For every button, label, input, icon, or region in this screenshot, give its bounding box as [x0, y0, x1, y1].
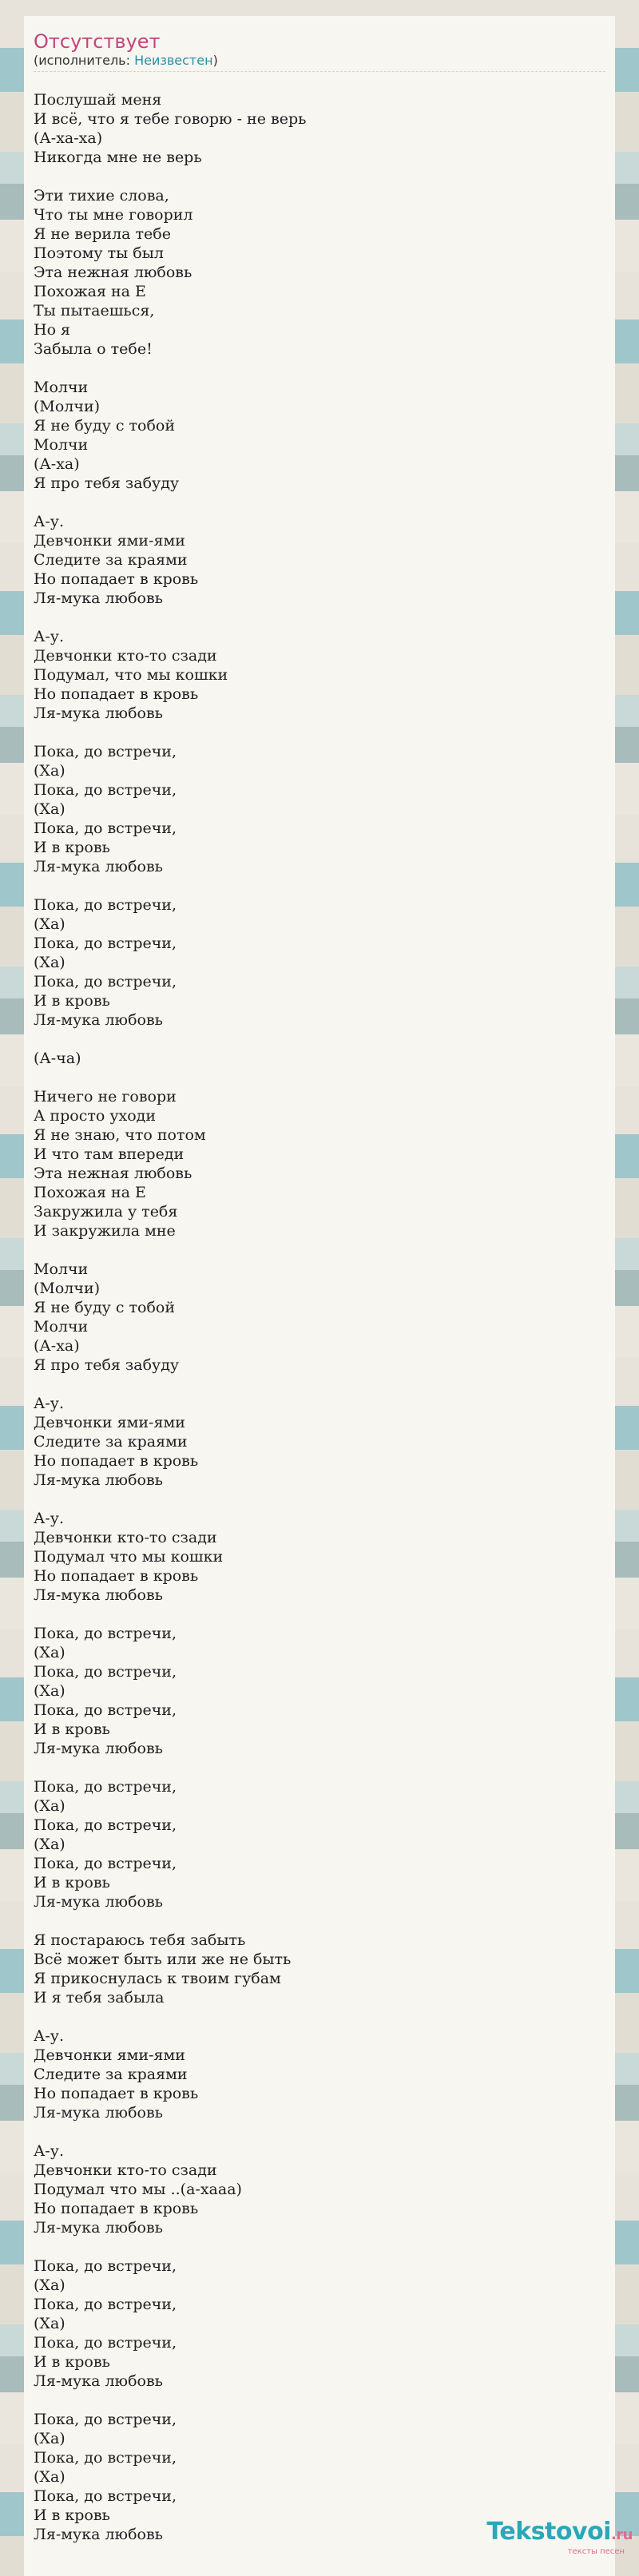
- lyric-line: Молчи: [34, 436, 89, 454]
- lyric-blank-line: [34, 1490, 593, 1509]
- lyric-line: Эта нежная любовь: [34, 264, 192, 281]
- lyric-line: Пока, до встречи,: [34, 1625, 177, 1642]
- lyric-line: (А-ча): [34, 1050, 81, 1067]
- lyric-line: Молчи: [34, 379, 89, 396]
- lyric-line: Ничего не говори: [34, 1088, 177, 1105]
- performer-prefix: (исполнитель:: [34, 53, 135, 68]
- lyric-blank-line: [34, 1030, 593, 1049]
- lyric-line: Девчонки кто-то сзади: [34, 2161, 217, 2179]
- lyric-line: Ля-мука любовь: [34, 1586, 163, 1604]
- lyric-blank-line: [34, 493, 593, 512]
- lyric-line: Подумал, что мы кошки: [34, 666, 228, 684]
- logo-wordmark: [486, 2518, 633, 2549]
- lyric-line: Пока, до встречи,: [34, 2449, 177, 2467]
- lyric-line: Пока, до встречи,: [34, 781, 177, 799]
- logo-name: Tekstovoi: [486, 2518, 611, 2546]
- lyric-line: Поэтому ты был: [34, 244, 164, 262]
- lyric-blank-line: [34, 1758, 593, 1777]
- lyric-line: Ля-мука любовь: [34, 705, 163, 722]
- lyric-blank-line: [34, 1068, 593, 1087]
- logo-tagline: тексты песен: [567, 2547, 625, 2556]
- lyric-blank-line: [34, 876, 593, 895]
- lyric-blank-line: [34, 2391, 593, 2410]
- lyric-line: (Ха): [34, 762, 65, 780]
- lyric-line: Девчонки ями-ями: [34, 532, 185, 550]
- lyric-line: (Ха): [34, 2430, 65, 2447]
- performer-link[interactable]: Неизвестен: [134, 53, 213, 68]
- lyric-line: Но попадает в кровь: [34, 685, 199, 703]
- lyric-line: А просто уходи: [34, 1107, 157, 1125]
- lyric-blank-line: [34, 1605, 593, 1624]
- lyric-line: Пока, до встречи,: [34, 2411, 177, 2428]
- lyric-line: (Молчи): [34, 1280, 101, 1297]
- lyric-line: Следите за краями: [34, 1433, 188, 1451]
- lyric-blank-line: [34, 1375, 593, 1394]
- lyric-line: Ля-мука любовь: [34, 858, 163, 875]
- lyric-line: А-у.: [34, 2027, 65, 2045]
- lyric-line: Но попадает в кровь: [34, 2200, 199, 2217]
- lyric-blank-line: [34, 2122, 593, 2141]
- lyric-line: Девчонки ями-ями: [34, 2046, 185, 2064]
- lyric-line: Девчонки кто-то сзади: [34, 1529, 217, 1546]
- lyric-line: Никогда мне не верь: [34, 149, 202, 166]
- lyric-line: (А-ха-ха): [34, 129, 103, 147]
- lyric-line: Послушай меня: [34, 91, 162, 109]
- lyric-line: Но попадает в кровь: [34, 570, 199, 588]
- lyric-line: Пока, до встречи,: [34, 1855, 177, 1872]
- lyric-line: И в кровь: [34, 992, 110, 1010]
- lyric-line: Подумал что мы ..(а-хааа): [34, 2181, 242, 2198]
- lyric-line: А-у.: [34, 628, 65, 645]
- lyric-line: Девчонки ями-ями: [34, 1414, 185, 1431]
- lyric-line: И всё, что я тебе говорю - не верь: [34, 110, 307, 128]
- lyric-line: Пока, до встречи,: [34, 2334, 177, 2352]
- lyric-line: А-у.: [34, 2142, 65, 2160]
- lyric-line: Эта нежная любовь: [34, 1165, 192, 1182]
- lyric-line: Пока, до встречи,: [34, 973, 177, 990]
- song-header: [34, 30, 605, 72]
- lyric-line: И в кровь: [34, 2353, 110, 2371]
- lyric-blank-line: [34, 359, 593, 378]
- lyric-line: Следите за краями: [34, 551, 188, 569]
- lyric-line: Похожая на Е: [34, 283, 146, 300]
- lyric-line: Я не верила тебе: [34, 225, 171, 243]
- lyric-line: Молчи: [34, 1318, 89, 1336]
- lyric-line: (Ха): [34, 915, 65, 933]
- lyric-line: Ля-мука любовь: [34, 1893, 163, 1911]
- lyric-line: Я не знаю, что потом: [34, 1126, 206, 1144]
- lyric-line: И я тебя забыла: [34, 1989, 165, 2006]
- lyric-line: Пока, до встречи,: [34, 1701, 177, 1719]
- lyric-line: Похожая на Е: [34, 1184, 146, 1201]
- lyric-line: (Ха): [34, 2276, 65, 2294]
- lyric-line: Ля-мука любовь: [34, 1740, 163, 1757]
- lyric-line: (Ха): [34, 1797, 65, 1815]
- lyric-line: Молчи: [34, 1260, 89, 1278]
- lyric-line: Закружила у тебя: [34, 1203, 178, 1221]
- lyric-line: Но я: [34, 321, 71, 339]
- lyric-line: Я прикоснулась к твоим губам: [34, 1970, 281, 1987]
- lyric-line: А-у.: [34, 513, 65, 530]
- lyric-line: Пока, до встречи,: [34, 1663, 177, 1681]
- song-title: Отсутствует: [34, 30, 161, 53]
- lyric-line: И в кровь: [34, 839, 110, 856]
- performer-suffix: ): [212, 53, 218, 68]
- lyric-line: Всё может быть или же не быть: [34, 1951, 292, 1968]
- lyrics-body: [34, 90, 593, 2544]
- site-logo[interactable]: [486, 2518, 633, 2557]
- lyric-line: Но попадает в кровь: [34, 1567, 199, 1585]
- lyric-line: (Ха): [34, 2468, 65, 2486]
- lyric-line: (Ха): [34, 2315, 65, 2332]
- lyric-line: Пока, до встречи,: [34, 2296, 177, 2313]
- lyric-line: Забыла о тебе!: [34, 340, 153, 358]
- lyric-line: Пока, до встречи,: [34, 1816, 177, 1834]
- lyric-blank-line: [34, 2007, 593, 2026]
- lyric-line: Пока, до встречи,: [34, 2487, 177, 2505]
- lyric-line: Я не буду с тобой: [34, 417, 176, 435]
- lyric-line: Ля-мука любовь: [34, 2372, 163, 2390]
- lyric-line: И в кровь: [34, 1721, 110, 1738]
- lyric-line: И закружила мне: [34, 1222, 176, 1240]
- lyric-line: Я про тебя забуду: [34, 474, 180, 492]
- lyric-line: Пока, до встречи,: [34, 896, 177, 914]
- lyric-line: (Ха): [34, 1682, 65, 1700]
- lyric-line: Эти тихие слова,: [34, 187, 169, 204]
- logo-tld: .ru: [610, 2526, 633, 2543]
- lyric-line: И в кровь: [34, 2507, 110, 2524]
- lyric-blank-line: [34, 608, 593, 627]
- lyric-line: Ля-мука любовь: [34, 1011, 163, 1029]
- lyric-line: (Ха): [34, 1644, 65, 1661]
- lyric-line: Я не буду с тобой: [34, 1299, 176, 1316]
- lyric-line: Ля-мука любовь: [34, 1471, 163, 1489]
- performer-line: [34, 53, 605, 69]
- lyric-line: Пока, до встречи,: [34, 2257, 177, 2275]
- lyric-blank-line: [34, 723, 593, 742]
- lyric-blank-line: [34, 1240, 593, 1260]
- lyric-line: Я постараюсь тебя забыть: [34, 1931, 246, 1949]
- lyric-line: И что там впереди: [34, 1145, 185, 1163]
- lyric-line: Но попадает в кровь: [34, 2085, 199, 2102]
- lyric-line: Девчонки кто-то сзади: [34, 647, 217, 665]
- lyric-line: (Ха): [34, 800, 65, 818]
- lyric-line: Ты пытаешься,: [34, 302, 155, 320]
- lyric-line: (Ха): [34, 954, 65, 971]
- lyric-blank-line: [34, 167, 593, 186]
- lyric-blank-line: [34, 2237, 593, 2256]
- lyric-line: (Молчи): [34, 398, 101, 415]
- lyric-line: (А-ха): [34, 1337, 80, 1355]
- lyric-line: Следите за краями: [34, 2066, 188, 2083]
- lyric-line: Пока, до встречи,: [34, 1778, 177, 1796]
- lyric-line: (А-ха): [34, 455, 80, 473]
- lyric-line: Пока, до встречи,: [34, 935, 177, 952]
- lyric-line: А-у.: [34, 1510, 65, 1527]
- lyric-line: А-у.: [34, 1395, 65, 1412]
- lyric-line: Я про тебя забуду: [34, 1356, 180, 1374]
- lyric-line: (Ха): [34, 1836, 65, 1853]
- lyric-line: Пока, до встречи,: [34, 743, 177, 760]
- lyric-line: Пока, до встречи,: [34, 820, 177, 837]
- lyric-line: Ля-мука любовь: [34, 2526, 163, 2543]
- lyric-line: Ля-мука любовь: [34, 2104, 163, 2122]
- lyric-line: Подумал что мы кошки: [34, 1548, 224, 1566]
- lyric-blank-line: [34, 1911, 593, 1931]
- lyric-line: Что ты мне говорил: [34, 206, 193, 224]
- lyrics-sheet: [24, 16, 615, 2576]
- lyric-line: Но попадает в кровь: [34, 1452, 199, 1470]
- lyric-line: И в кровь: [34, 1874, 110, 1891]
- lyric-line: Ля-мука любовь: [34, 2219, 163, 2237]
- lyric-line: Ля-мука любовь: [34, 589, 163, 607]
